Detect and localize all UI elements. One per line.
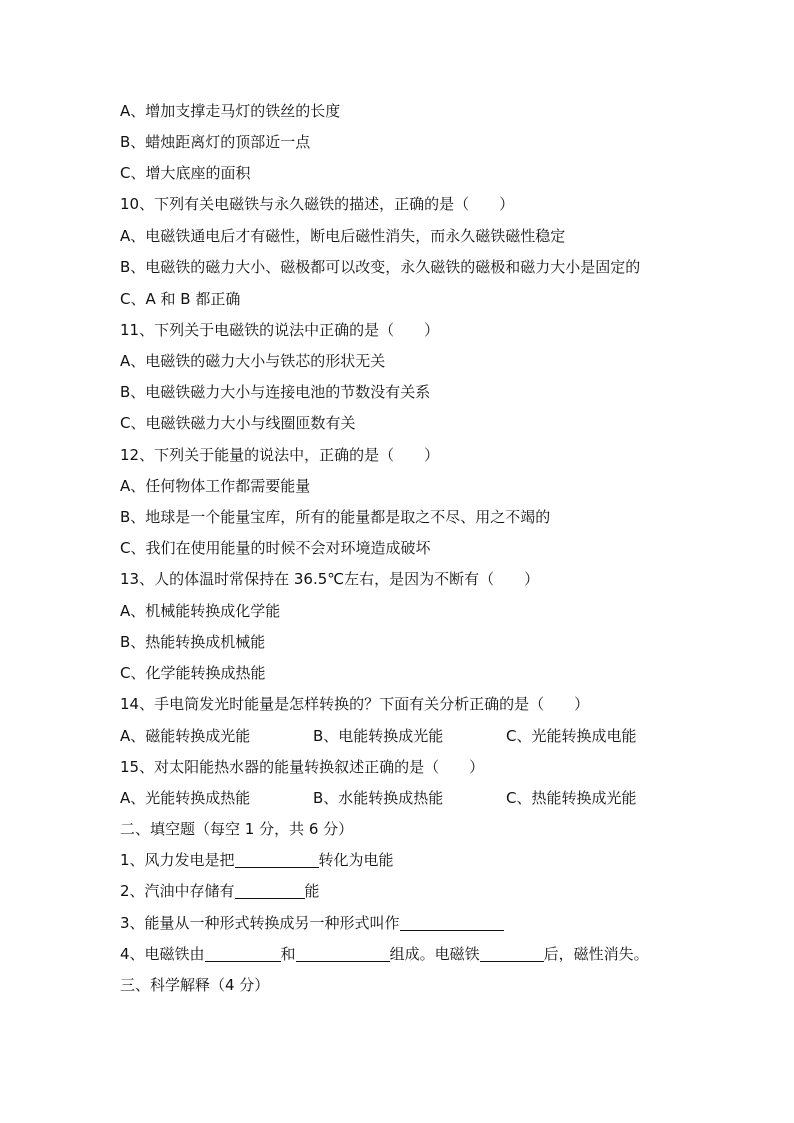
q14-stem: 14、手电筒发光时能量是怎样转换的？下面有关分析正确的是（ ） bbox=[120, 695, 590, 713]
q10-stem: 10、下列有关电磁铁与永久磁铁的描述，正确的是（ ） bbox=[120, 195, 515, 213]
q13-option-b: B、热能转换成机械能 bbox=[120, 633, 266, 651]
fill-q4-blank-2[interactable] bbox=[296, 945, 390, 962]
q15-option-b: B、水能转换成热能 bbox=[313, 789, 444, 807]
q12-option-c: C、我们在使用能量的时候不会对环境造成破坏 bbox=[120, 539, 431, 557]
fill-q1-blank[interactable] bbox=[235, 851, 319, 868]
fill-q3-blank[interactable] bbox=[400, 914, 504, 931]
q13-stem: 13、人的体温时常保持在 36.5℃左右，是因为不断有（ ） bbox=[120, 570, 540, 588]
fill-q1 bbox=[120, 849, 694, 871]
fill-q4-text-b: 和 bbox=[280, 945, 296, 963]
fill-q1-text-a: 1、风力发电是把 bbox=[120, 851, 235, 869]
fill-q4-text-a: 4、电磁铁由 bbox=[120, 945, 205, 963]
fill-q4 bbox=[120, 943, 694, 965]
q15-stem: 15、对太阳能热水器的能量转换叙述正确的是（ ） bbox=[120, 758, 485, 776]
q11-option-c: C、电磁铁磁力大小与线圈匝数有关 bbox=[120, 414, 356, 432]
q15-options bbox=[120, 787, 694, 809]
q12-option-a: A、任何物体工作都需要能量 bbox=[120, 477, 311, 495]
section-3-heading: 三、科学解释（4 分） bbox=[120, 976, 270, 994]
fill-q4-blank-1[interactable] bbox=[205, 945, 281, 962]
fill-q2-blank[interactable] bbox=[235, 882, 305, 899]
q9-option-a: A、增加支撑走马灯的铁丝的长度 bbox=[120, 102, 341, 120]
q11-option-a: A、电磁铁的磁力大小与铁芯的形状无关 bbox=[120, 352, 386, 370]
fill-q1-text-b: 转化为电能 bbox=[318, 851, 394, 869]
q9-option-c: C、增大底座的面积 bbox=[120, 164, 251, 182]
fill-q4-text-d: 后，磁性消失。 bbox=[543, 945, 649, 963]
q10-option-a: A、电磁铁通电后才有磁性，断电后磁性消失，而永久磁铁磁性稳定 bbox=[120, 227, 566, 245]
q12-stem: 12、下列关于能量的说法中，正确的是（ ） bbox=[120, 446, 440, 464]
fill-q4-blank-3[interactable] bbox=[480, 945, 544, 962]
fill-q2 bbox=[120, 880, 694, 902]
q11-stem: 11、下列关于电磁铁的说法中正确的是（ ） bbox=[120, 321, 440, 339]
section-2-heading: 二、填空题（每空 1 分，共 6 分） bbox=[120, 820, 354, 838]
q14-option-b: B、电能转换成光能 bbox=[313, 727, 444, 745]
q10-option-c: C、A 和 B 都正确 bbox=[120, 290, 241, 308]
fill-q2-text-a: 2、汽油中存储有 bbox=[120, 882, 235, 900]
fill-q3-text-a: 3、能量从一种形式转换成另一种形式叫作 bbox=[120, 914, 400, 932]
fill-q4-text-c: 组成。电磁铁 bbox=[389, 945, 480, 963]
q11-option-b: B、电磁铁磁力大小与连接电池的节数没有关系 bbox=[120, 383, 431, 401]
q14-option-c: C、光能转换成电能 bbox=[506, 727, 637, 745]
q10-option-b: B、电磁铁的磁力大小、磁极都可以改变，永久磁铁的磁极和磁力大小是固定的 bbox=[120, 258, 641, 276]
q14-options bbox=[120, 725, 694, 747]
fill-q3 bbox=[120, 912, 694, 934]
q12-option-b: B、地球是一个能量宝库，所有的能量都是取之不尽、用之不竭的 bbox=[120, 508, 551, 526]
q13-option-a: A、机械能转换成化学能 bbox=[120, 602, 281, 620]
q15-option-a: A、光能转换成热能 bbox=[120, 789, 251, 807]
q15-option-c: C、热能转换成光能 bbox=[506, 789, 637, 807]
fill-q2-text-b: 能 bbox=[304, 882, 320, 900]
q9-option-b: B、蜡烛距离灯的顶部近一点 bbox=[120, 133, 311, 151]
q13-option-c: C、化学能转换成热能 bbox=[120, 664, 266, 682]
q14-option-a: A、磁能转换成光能 bbox=[120, 727, 251, 745]
